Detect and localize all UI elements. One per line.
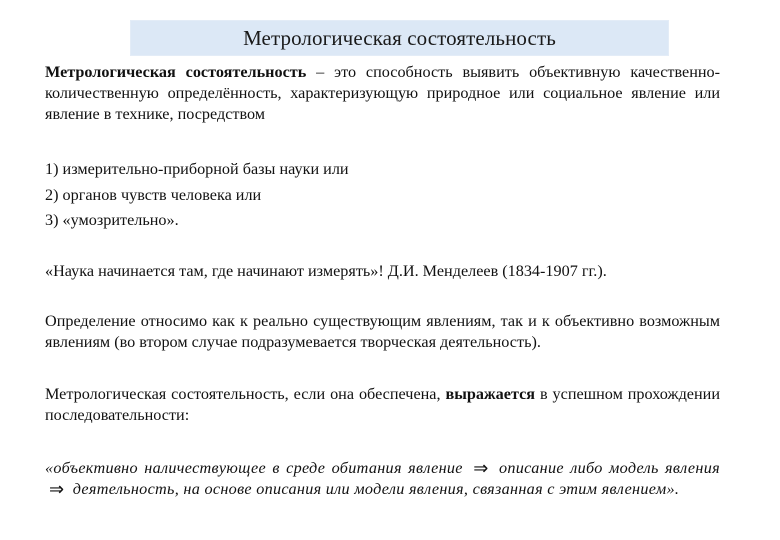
implies-arrow-icon: ⇒ [49,479,65,501]
expression-paragraph [45,384,720,426]
list-item: 3) «умозрительно». [45,211,179,229]
quote-text: «Наука начинается там, где начинают измерять»! Д.И. Менделеев (1834-1907 гг.). [45,262,607,280]
slide-title-bar [130,20,669,56]
list-item: 1) измерительно-приборной базы науки или [45,160,349,178]
slide-title: Метрологическая состоятельность [243,25,556,50]
expression-bold-word: выражается [445,385,536,403]
sequence-part-3: деятельность, на основе описания или модели явления, связанная с этим явлением». [72,480,680,498]
definition-term: Метрологическая состоятельность [45,63,307,81]
note-text: Определение относимо как к реально существующим явлениям, так и к объективно возможным явлениям (во втором случае подразумевается творческая деятельность). [45,312,720,351]
sequence-paragraph [45,458,720,500]
list-item: 2) органов чувств человека или [45,185,262,204]
expression-before: Метрологическая состоятельность, если она обеспечена, [45,385,446,403]
sequence-part-2: описание либо модель явления [498,459,720,477]
definition-paragraph [45,62,720,125]
note-paragraph [45,311,720,353]
implies-arrow-icon: ⇒ [473,458,489,480]
sequence-part-1: «объективно наличествующее в среде обитания явление [45,459,463,477]
expression-after: в успешном прохождении последовательности: [45,385,720,424]
mendeleev-quote [45,261,720,282]
definition-text: – это способность выявить объективную качественно-количественную определённость, характеризующую природное или социальное явление или явление в технике, посредством [45,63,721,123]
means-list [45,157,720,234]
